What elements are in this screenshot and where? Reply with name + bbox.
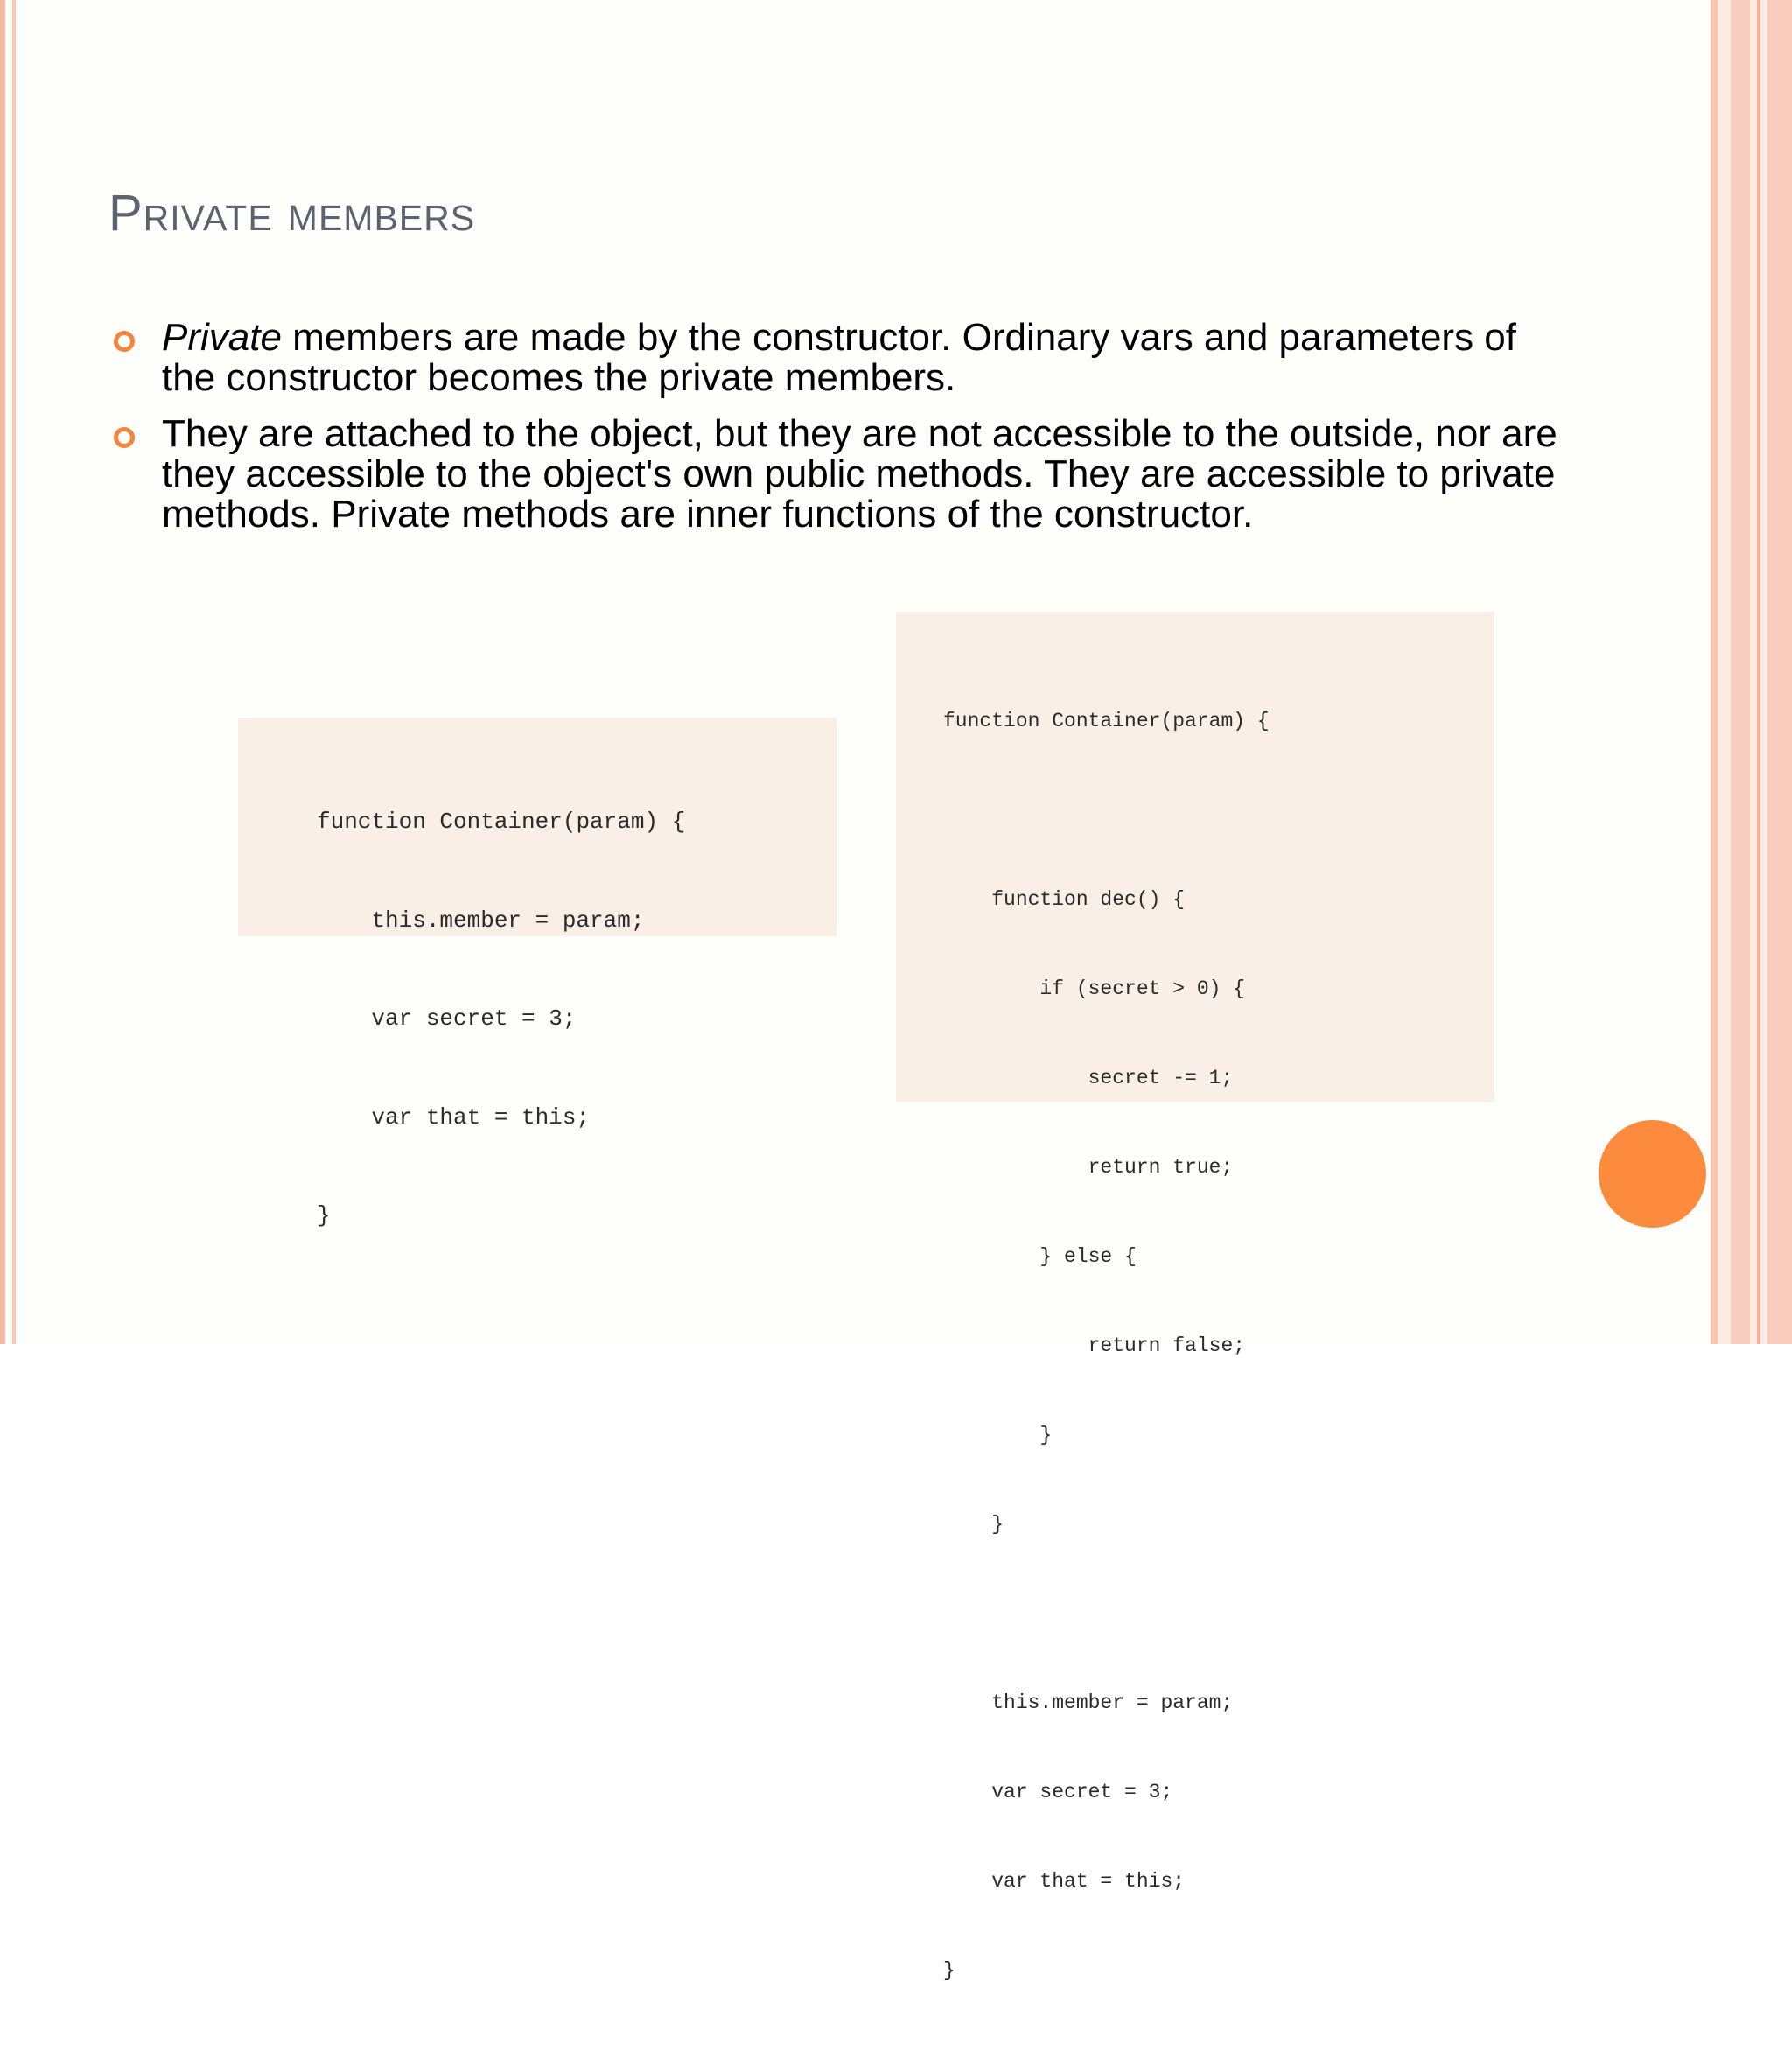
- bullet-item: [114, 414, 1566, 535]
- code-line: function dec() {: [943, 888, 1186, 911]
- right-border-stripe: [1731, 0, 1750, 1344]
- code-line: this.member = param;: [943, 1691, 1234, 1714]
- left-border-stripe: [0, 0, 5, 1344]
- bullet-text: members are made by the constructor. Ordinary vars and parameters of the constructor becomes the private members.: [162, 316, 1517, 399]
- code-line: var that = this;: [317, 1103, 591, 1131]
- code-line: var that = this;: [943, 1870, 1186, 1893]
- code-line: var secret = 3;: [943, 1781, 1173, 1803]
- code-line: this.member = param;: [317, 907, 645, 934]
- code-line: } else {: [943, 1245, 1137, 1268]
- bullet-list: [114, 318, 1566, 550]
- code-line: }: [943, 1959, 956, 1982]
- right-border-stripe: [1711, 0, 1718, 1344]
- left-border-stripe-inner: [12, 0, 16, 1344]
- code-line: if (secret > 0) {: [943, 977, 1246, 1000]
- bullet-item: [114, 318, 1566, 398]
- code-line: [943, 1599, 1494, 1628]
- code-line: secret -= 1;: [943, 1067, 1234, 1089]
- decorative-circle: [1599, 1120, 1706, 1228]
- code-line: return true;: [943, 1156, 1234, 1179]
- right-border-stripe: [1768, 0, 1792, 1344]
- code-line: [943, 795, 1494, 825]
- code-line: var secret = 3;: [317, 1005, 577, 1032]
- code-line: }: [943, 1513, 1004, 1536]
- bullet-circle-icon: [114, 427, 135, 448]
- code-line: function Container(param) {: [317, 809, 686, 835]
- code-line: function Container(param) {: [943, 710, 1270, 732]
- bullet-emphasis: Private: [162, 316, 282, 359]
- bullet-circle-icon: [114, 331, 135, 352]
- code-snippet-simple: [238, 718, 836, 1229]
- right-border-stripe: [1757, 0, 1760, 1344]
- slide-title: Private members: [108, 185, 476, 242]
- bullet-text: They are attached to the object, but they are not accessible to the outside, nor are they accessible to the object's own public methods. They are accessible to private methods. Private methods are inner functions of the constructor.: [162, 412, 1558, 536]
- code-line: return false;: [943, 1334, 1246, 1357]
- code-line: }: [943, 1424, 1053, 1446]
- code-line: }: [317, 1202, 331, 1229]
- code-snippet-private-method: [896, 612, 1494, 1982]
